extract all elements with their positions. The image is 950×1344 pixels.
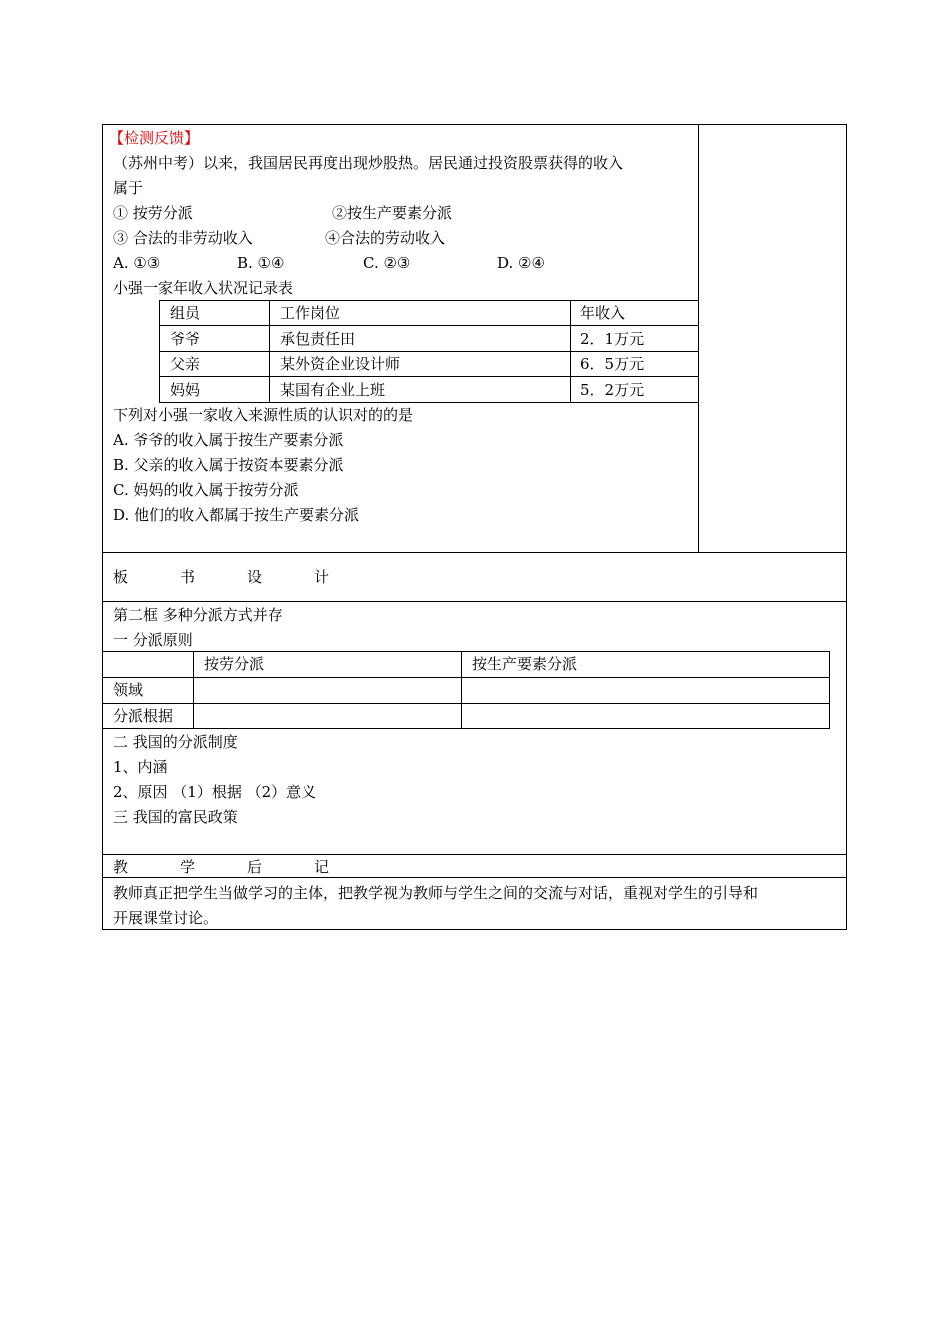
option-1: ① 按劳分派 bbox=[113, 204, 193, 222]
income-table-cell: 父亲 bbox=[170, 355, 201, 373]
board-heading-char: 设 bbox=[247, 568, 263, 586]
separator-after-board-heading bbox=[102, 601, 847, 602]
income-table-cell: 某国有企业上班 bbox=[280, 381, 386, 399]
section-3-title: 三 我国的富民政策 bbox=[113, 808, 238, 826]
separator-after-feedback bbox=[102, 552, 847, 553]
separator-after-board bbox=[102, 854, 847, 855]
board-heading-char: 板 bbox=[113, 568, 129, 586]
question2-stem: 下列对小强一家收入来源性质的认识对的的是 bbox=[113, 406, 414, 424]
board-heading-char: 计 bbox=[314, 568, 330, 586]
outer-top-border bbox=[102, 124, 847, 125]
question2-option-a: A. 爷爷的收入属于按生产要素分派 bbox=[113, 431, 344, 449]
question1-line1: （苏州中考）以来，我国居民再度出现炒股热。居民通过投资股票获得的收入 bbox=[113, 154, 624, 172]
question2-option-d: D. 他们的收入都属于按生产要素分派 bbox=[113, 506, 360, 524]
grid-row-label-basis: 分派根据 bbox=[113, 707, 174, 725]
section-divider-vertical bbox=[698, 124, 699, 552]
board-heading-char: 书 bbox=[180, 568, 196, 586]
question1-line2: 属于 bbox=[113, 179, 144, 197]
frame-title: 第二框 多种分派方式并存 bbox=[113, 606, 283, 624]
income-table-cell: 某外资企业设计师 bbox=[280, 355, 401, 373]
income-table-cell: 妈妈 bbox=[170, 381, 201, 399]
income-table-header-income: 年收入 bbox=[580, 304, 626, 322]
option-3: ③ 合法的非劳动收入 bbox=[113, 229, 253, 247]
grid-row-label-field: 领域 bbox=[113, 681, 144, 699]
reflection-heading-char: 教 bbox=[113, 858, 129, 876]
reflection-text-line1: 教师真正把学生当做学习的主体，把教学视为教师与学生之间的交流与对话，重视对学生的引导和 bbox=[113, 884, 759, 902]
answer-a: A. ①③ bbox=[113, 254, 161, 272]
question2-option-b: B. 父亲的收入属于按资本要素分派 bbox=[113, 456, 344, 474]
outer-right-border bbox=[846, 124, 847, 930]
reflection-heading-char: 后 bbox=[247, 858, 263, 876]
income-table-title: 小强一家年收入状况记录表 bbox=[113, 279, 294, 297]
income-table-header-job: 工作岗位 bbox=[280, 304, 341, 322]
section-2-item-2: 2、原因 （1）根据 （2）意义 bbox=[113, 783, 317, 801]
grid-header-labor: 按劳分派 bbox=[204, 655, 265, 673]
income-table-cell: 承包责任田 bbox=[280, 330, 356, 348]
answer-d: D. ②④ bbox=[497, 254, 545, 272]
option-4: ④合法的劳动收入 bbox=[325, 229, 446, 247]
reflection-text-line2: 开展课堂讨论。 bbox=[113, 909, 219, 927]
income-table-cell: 5．2万元 bbox=[580, 381, 645, 399]
section-2-title: 二 我国的分派制度 bbox=[113, 733, 238, 751]
answer-c: C. ②③ bbox=[363, 254, 411, 272]
outer-left-border bbox=[102, 124, 103, 930]
section-1-title: 一 分派原则 bbox=[113, 631, 193, 649]
answer-b: B. ①④ bbox=[237, 254, 285, 272]
income-table-cell: 2．1万元 bbox=[580, 330, 645, 348]
income-table-header-member: 组员 bbox=[170, 304, 201, 322]
question2-option-c: C. 妈妈的收入属于按劳分派 bbox=[113, 481, 299, 499]
income-table-cell: 爷爷 bbox=[170, 330, 201, 348]
option-2: ②按生产要素分派 bbox=[332, 204, 453, 222]
feedback-heading: 【检测反馈】 bbox=[109, 129, 200, 147]
section-2-item-1: 1、内涵 bbox=[113, 758, 168, 776]
income-table-cell: 6．5万元 bbox=[580, 355, 645, 373]
grid-header-factors: 按生产要素分派 bbox=[472, 655, 578, 673]
reflection-heading-char: 记 bbox=[314, 858, 330, 876]
reflection-heading-char: 学 bbox=[180, 858, 196, 876]
outer-bottom-border bbox=[102, 929, 847, 930]
separator-after-reflection-heading bbox=[102, 877, 847, 878]
